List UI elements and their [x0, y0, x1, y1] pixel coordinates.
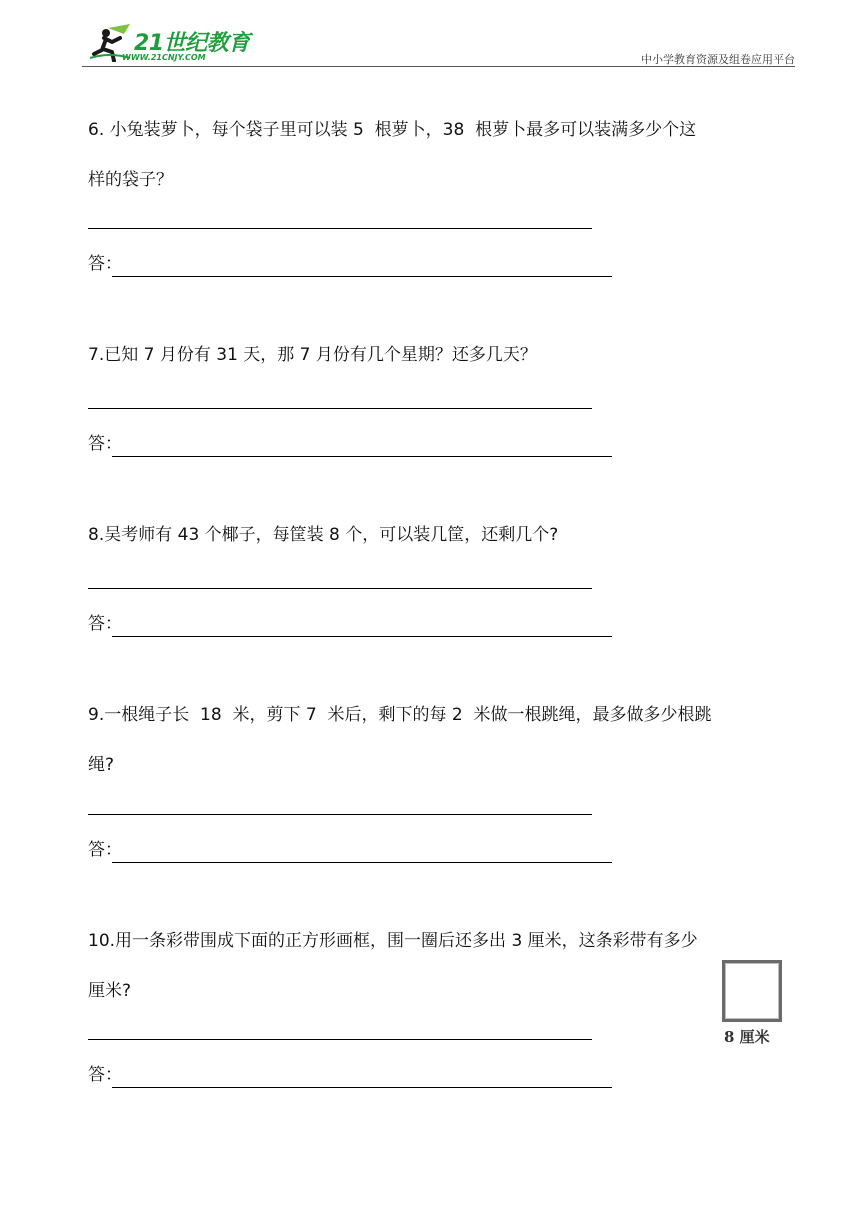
header-divider [82, 66, 795, 67]
question-text [88, 690, 800, 790]
question-line-1: 9.一根绳子长 18 米，剪下 7 米后，剩下的每 2 米做一根跳绳，最多做多少根跳 [88, 705, 712, 725]
answer-label: 答： [88, 434, 122, 454]
logo [82, 20, 262, 68]
answer-row [88, 613, 612, 639]
answer-line[interactable] [112, 456, 612, 457]
logo-url: WWW.21CNJY.COM [122, 53, 206, 62]
question-line-2: 厘米? [88, 981, 132, 1001]
question-line-1: 7.已知 7 月份有 31 天，那 7 月份有几个星期？还多几天？ [88, 345, 537, 365]
answer-label: 答： [88, 840, 122, 860]
question-6 [88, 105, 800, 274]
question-line-2: 样的袋子？ [88, 170, 173, 190]
question-8 [88, 510, 800, 634]
answer-line[interactable] [112, 276, 612, 277]
work-line[interactable] [88, 1039, 592, 1040]
work-line[interactable] [88, 228, 592, 229]
question-7 [88, 330, 800, 454]
work-line[interactable] [88, 588, 592, 589]
answer-line[interactable] [112, 862, 612, 863]
question-text [88, 330, 800, 380]
answer-line[interactable] [112, 636, 612, 637]
question-line-1: 6. 小兔装萝卜，每个袋子里可以装 5 根萝卜，38 根萝卜最多可以装满多少个这 [88, 120, 697, 140]
square-side-label: 8 厘米 [724, 1028, 770, 1046]
answer-label: 答： [88, 614, 122, 634]
answer-label: 答： [88, 1065, 122, 1085]
question-line-1: 8.吴考师有 43 个椰子，每筐装 8 个，可以装几筐，还剩几个? [88, 525, 559, 545]
work-line[interactable] [88, 814, 592, 815]
page-header [82, 20, 795, 70]
platform-name: 中小学教育资源及组卷应用平台 [641, 53, 795, 66]
answer-label: 答： [88, 254, 122, 274]
question-text [88, 510, 800, 560]
logo-text: 21世纪教育 [134, 31, 250, 56]
answer-row [88, 253, 612, 279]
work-line[interactable] [88, 408, 592, 409]
answer-line[interactable] [112, 1087, 612, 1088]
answer-row [88, 1064, 612, 1090]
question-9 [88, 690, 800, 860]
square-frame [722, 960, 782, 1022]
question-text [88, 916, 800, 1016]
square-frame-figure [718, 958, 786, 1050]
question-text [88, 105, 800, 205]
answer-row [88, 433, 612, 459]
question-line-2: 绳? [88, 755, 115, 775]
answer-row [88, 839, 612, 865]
question-line-1: 10.用一条彩带围成下面的正方形画框，围一圈后还多出 3 厘米，这条彩带有多少 [88, 931, 698, 951]
